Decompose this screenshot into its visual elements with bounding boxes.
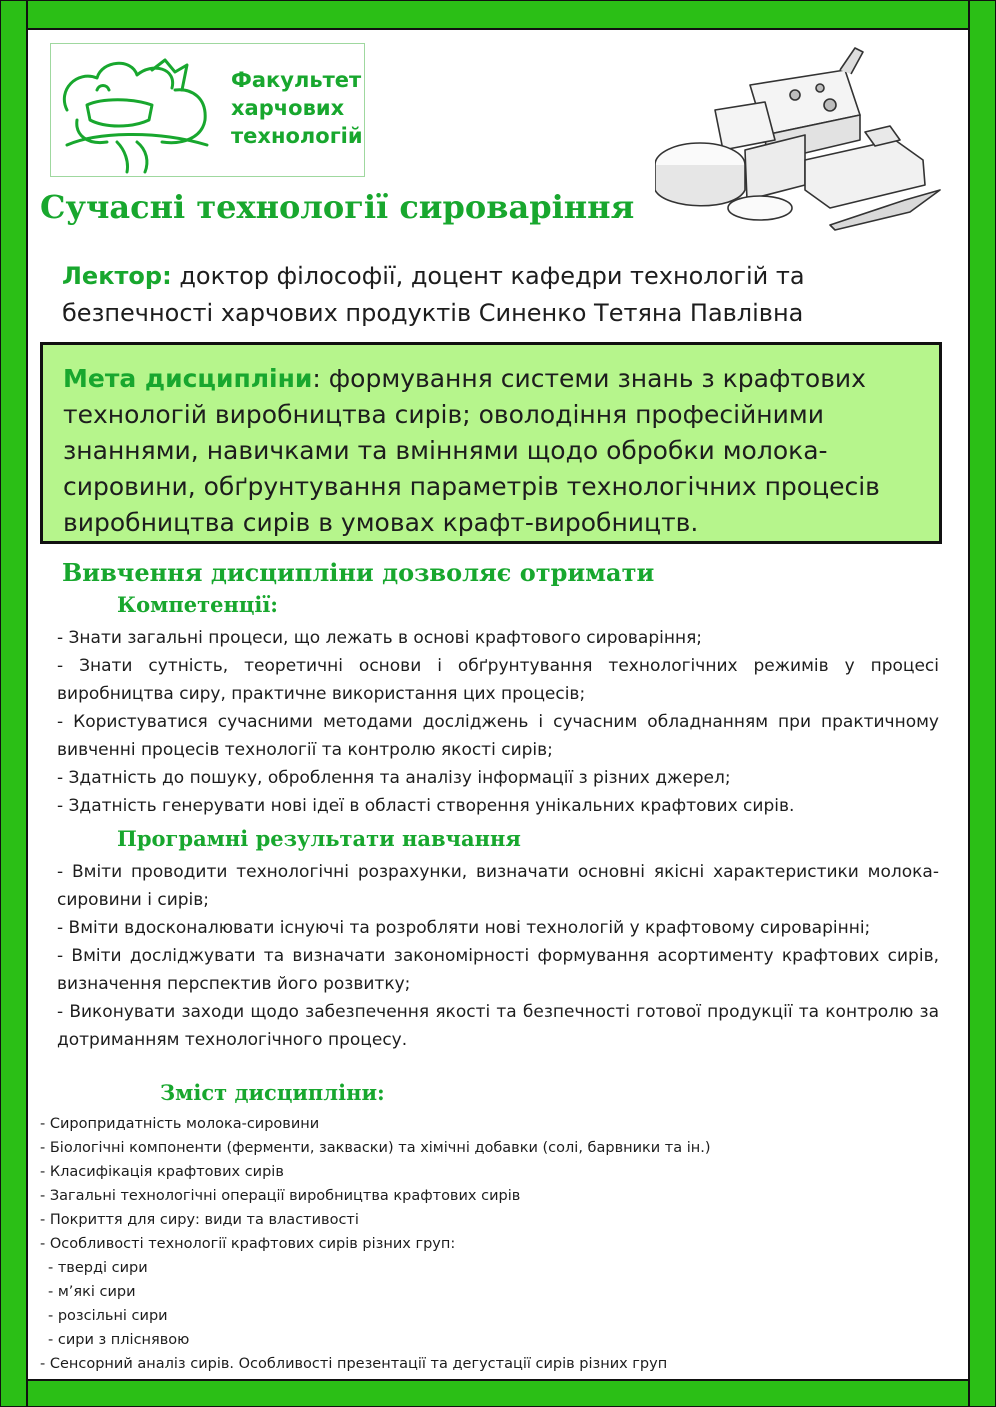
list-item: - Користуватися сучасними методами досліджень і сучасним обладнанням при практичному вивченні процесів технології та контролю якості сирів; (57, 712, 939, 760)
list-item: - Вміти проводити технологічні розрахунки, визначати основні якісні характеристики молока-сировини і сирів; (57, 862, 939, 910)
competencies-heading: Компетенції: (117, 592, 279, 617)
lector-block (62, 258, 902, 332)
lector-label: Лектор: (62, 262, 172, 290)
list-item: - Особливості технології крафтових сирів різних груп: (40, 1236, 456, 1252)
list-subitem: - сири з пліснявою (48, 1332, 190, 1348)
list-item: - Загальні технологічні операції виробництва крафтових сирів (40, 1188, 521, 1204)
goal-text: : формування системи знань з крафтових технологій виробництва сирів; оволодіння професійними знаннями, навичками та вміннями щодо обробки молока-сировини, обґрунтування параметрів технологічних процесів виробництва сирів в умовах крафт-виробництв. (63, 364, 880, 537)
faculty-logo (50, 43, 365, 177)
competencies-list (57, 624, 939, 820)
program-results-list (57, 858, 939, 1054)
logo-line-1: Факультет (231, 68, 362, 92)
list-item: - Вміти вдосконалювати існуючі та розробляти нові технологій у крафтовому сироварінні; (57, 918, 871, 938)
lector-text: доктор філософії, доцент кафедри технологій та безпечності харчових продуктів Синенко Тетяна Павлівна (62, 262, 805, 327)
list-item: - Виконувати заходи щодо забезпечення якості та безпечності готової продукції та контролю за дотриманням технологічного процесу. (57, 1002, 939, 1050)
content-list (40, 1112, 940, 1376)
goal-box (40, 342, 942, 544)
list-item: - Вміти досліджувати та визначати закономірності формування асортименту крафтових сирів, визначення перспектив його розвитку; (57, 946, 939, 994)
list-item: - Здатність генерувати нові ідеї в області створення унікальних крафтових сирів. (57, 796, 795, 816)
logo-line-3: технологій (231, 124, 363, 148)
list-item: - Сиропридатність молока-сировини (40, 1116, 320, 1132)
program-results-heading: Програмні результати навчання (117, 826, 521, 851)
goal-text-block (63, 361, 913, 541)
list-subitem: - м’які сири (48, 1284, 136, 1300)
list-item: - Класифікація крафтових сирів (40, 1164, 284, 1180)
list-subitem: - тверді сири (48, 1260, 148, 1276)
cheese-illustration (655, 40, 945, 235)
chef-hat-icon (57, 50, 227, 175)
goal-label: Мета дисципліни (63, 364, 313, 393)
content-heading: Зміст дисципліни: (160, 1080, 385, 1105)
list-item: - Знати сутність, теоретичні основи і обґрунтування технологічних режимів у процесі виробництва сиру, практичне використання цих процесів; (57, 656, 939, 704)
logo-text (231, 66, 363, 150)
list-item: - Біологічні компоненти (ферменти, закваски) та хімічні добавки (солі, барвники та ін.) (40, 1140, 711, 1156)
list-item: - Здатність до пошуку, оброблення та аналізу інформації з різних джерел; (57, 768, 731, 788)
list-item: - Знати загальні процеси, що лежать в основі крафтового сироваріння; (57, 628, 703, 648)
list-item: - Сенсорний аналіз сирів. Особливості презентації та дегустації сирів різних груп (40, 1356, 668, 1372)
list-item: - Покриття для сиру: види та властивості (40, 1212, 359, 1228)
page-title: Сучасні технології сироваріння (40, 188, 635, 226)
logo-line-2: харчових (231, 96, 345, 120)
list-subitem: - розсільні сири (48, 1308, 168, 1324)
study-heading: Вивчення дисципліни дозволяє отримати (62, 558, 655, 587)
